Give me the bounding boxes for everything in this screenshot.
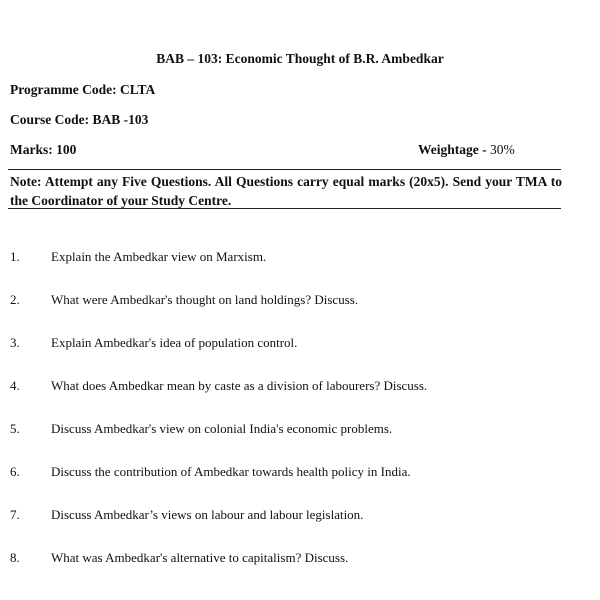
marks: Marks: 100 — [10, 142, 77, 157]
question-number: 8. — [10, 550, 20, 565]
weightage-label: Weightage - — [418, 142, 487, 157]
question-list — [0, 249, 600, 593]
programme-code: Programme Code: CLTA — [10, 82, 156, 97]
question-item — [0, 249, 600, 292]
course-code: Course Code: BAB -103 — [10, 112, 149, 127]
divider-top — [8, 169, 561, 170]
question-number: 1. — [10, 249, 20, 264]
weightage-value: 30% — [490, 142, 515, 157]
document-title: BAB – 103: Economic Thought of B.R. Ambedkar — [156, 51, 444, 66]
question-item — [0, 292, 600, 335]
question-number: 6. — [10, 464, 20, 479]
question-text: Discuss Ambedkar’s views on labour and labour legislation. — [51, 507, 364, 522]
question-item — [0, 378, 600, 421]
question-number: 2. — [10, 292, 20, 307]
instructions-note: Note: Attempt any Five Questions. All Questions carry equal marks (20x5). Send your TMA to the Coordinator of your Study Centre. — [10, 174, 562, 208]
question-item — [0, 550, 600, 593]
question-text: What was Ambedkar's alternative to capitalism? Discuss. — [51, 550, 349, 565]
question-item — [0, 507, 600, 550]
divider-bottom — [8, 208, 561, 209]
question-item — [0, 335, 600, 378]
question-item — [0, 464, 600, 507]
question-text: What does Ambedkar mean by caste as a division of labourers? Discuss. — [51, 378, 428, 393]
weightage — [418, 142, 515, 158]
question-number: 3. — [10, 335, 20, 350]
question-text: Discuss the contribution of Ambedkar towards health policy in India. — [51, 464, 411, 479]
question-number: 5. — [10, 421, 20, 436]
question-text: Explain the Ambedkar view on Marxism. — [51, 249, 267, 264]
question-text: Discuss Ambedkar's view on colonial India's economic problems. — [51, 421, 393, 436]
question-number: 7. — [10, 507, 20, 522]
question-text: What were Ambedkar's thought on land holdings? Discuss. — [51, 292, 359, 307]
question-text: Explain Ambedkar's idea of population control. — [51, 335, 298, 350]
question-number: 4. — [10, 378, 20, 393]
question-item — [0, 421, 600, 464]
